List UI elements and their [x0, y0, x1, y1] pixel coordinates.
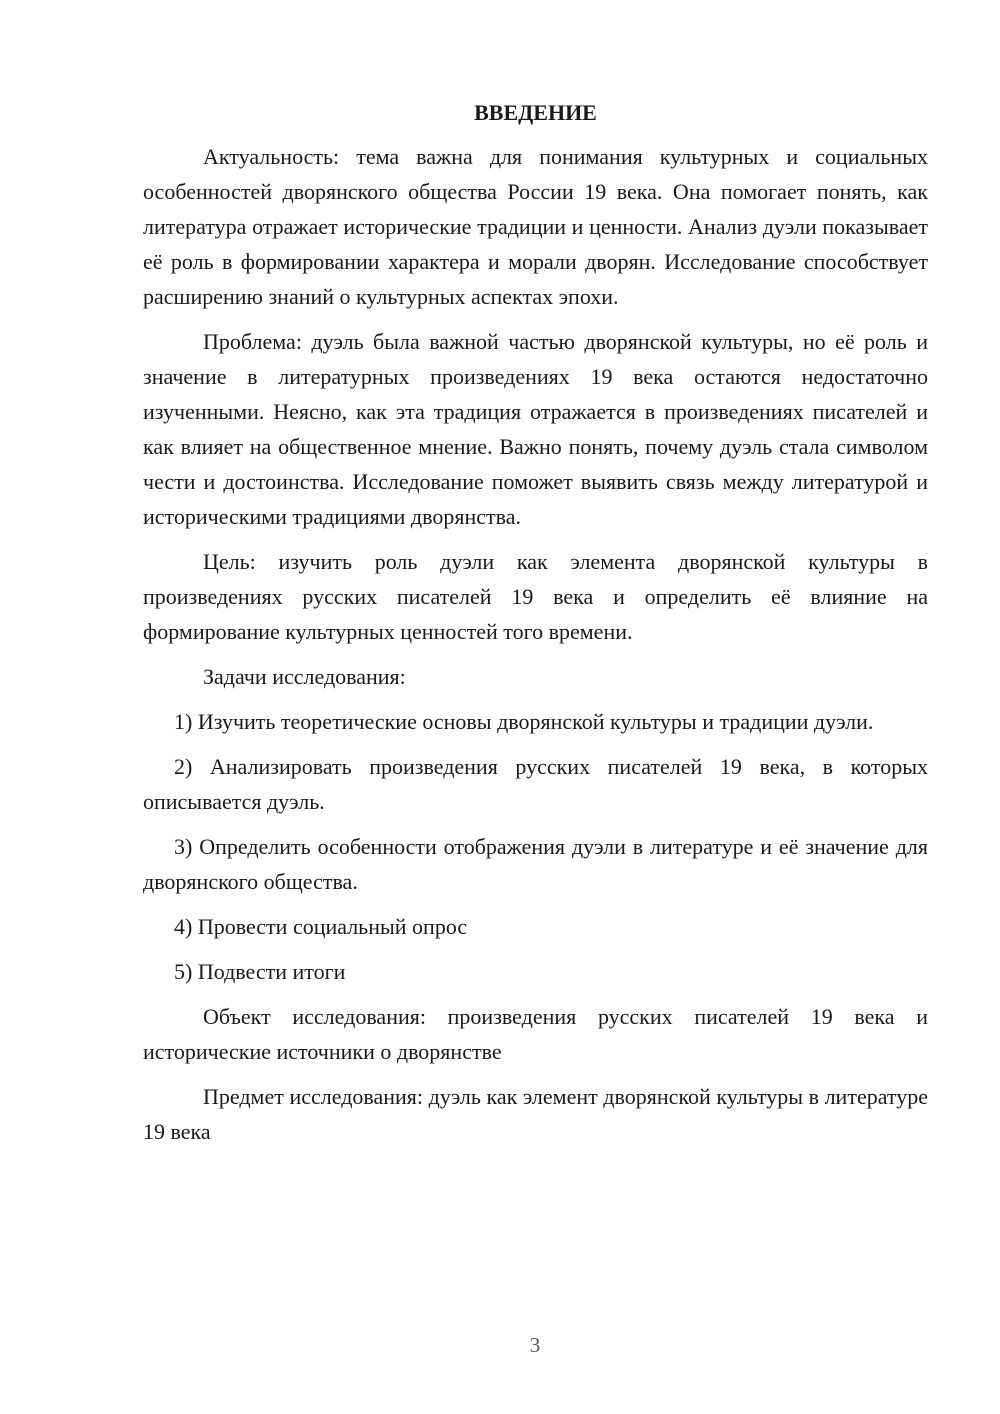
page-number: 3 — [529, 1333, 541, 1357]
task-item: 3) Определить особенности отображения дуэли в литературе и её значение для дворянского общества. — [143, 834, 928, 894]
problem-paragraph: Проблема: дуэль была важной частью дворянской культуры, но её роль и значение в литературных произведениях 19 века остаются недостаточно изученными. Неясно, как эта традиция отражается в произведениях писателей и как влияет на общественное мнение. Важно понять, почему дуэль стала символом чести и достоинства. Исследование поможет выявить связь между литературой и историческими традициями дворянства. — [143, 329, 928, 529]
relevance-paragraph: Актуальность: тема важна для понимания культурных и социальных особенностей дворянского общества России 19 века. Она помогает понять, как литература отражает исторические традиции и ценности. Анализ дуэли показывает её роль в формировании характера и морали дворян. Исследование способствует расширению знаний о культурных аспектах эпохи. — [143, 144, 928, 309]
section-title: ВВЕДЕНИЕ — [474, 100, 597, 125]
task-item: 5) Подвести итоги — [174, 959, 346, 984]
page-content — [143, 95, 928, 1159]
object-paragraph: Объект исследования: произведения русских писателей 19 века и исторические источники о дворянстве — [143, 1004, 928, 1064]
task-item: 1) Изучить теоретические основы дворянской культуры и традиции дуэли. — [174, 709, 874, 734]
tasks-heading: Задачи исследования: — [203, 664, 406, 689]
subject-paragraph: Предмет исследования: дуэль как элемент дворянской культуры в литературе 19 века — [143, 1084, 928, 1144]
goal-paragraph: Цель: изучить роль дуэли как элемента дворянской культуры в произведениях русских писателей 19 века и определить её влияние на формирование культурных ценностей того времени. — [143, 549, 928, 644]
task-item: 2) Анализировать произведения русских писателей 19 века, в которых описывается дуэль. — [143, 754, 928, 814]
task-item: 4) Провести социальный опрос — [174, 914, 468, 939]
